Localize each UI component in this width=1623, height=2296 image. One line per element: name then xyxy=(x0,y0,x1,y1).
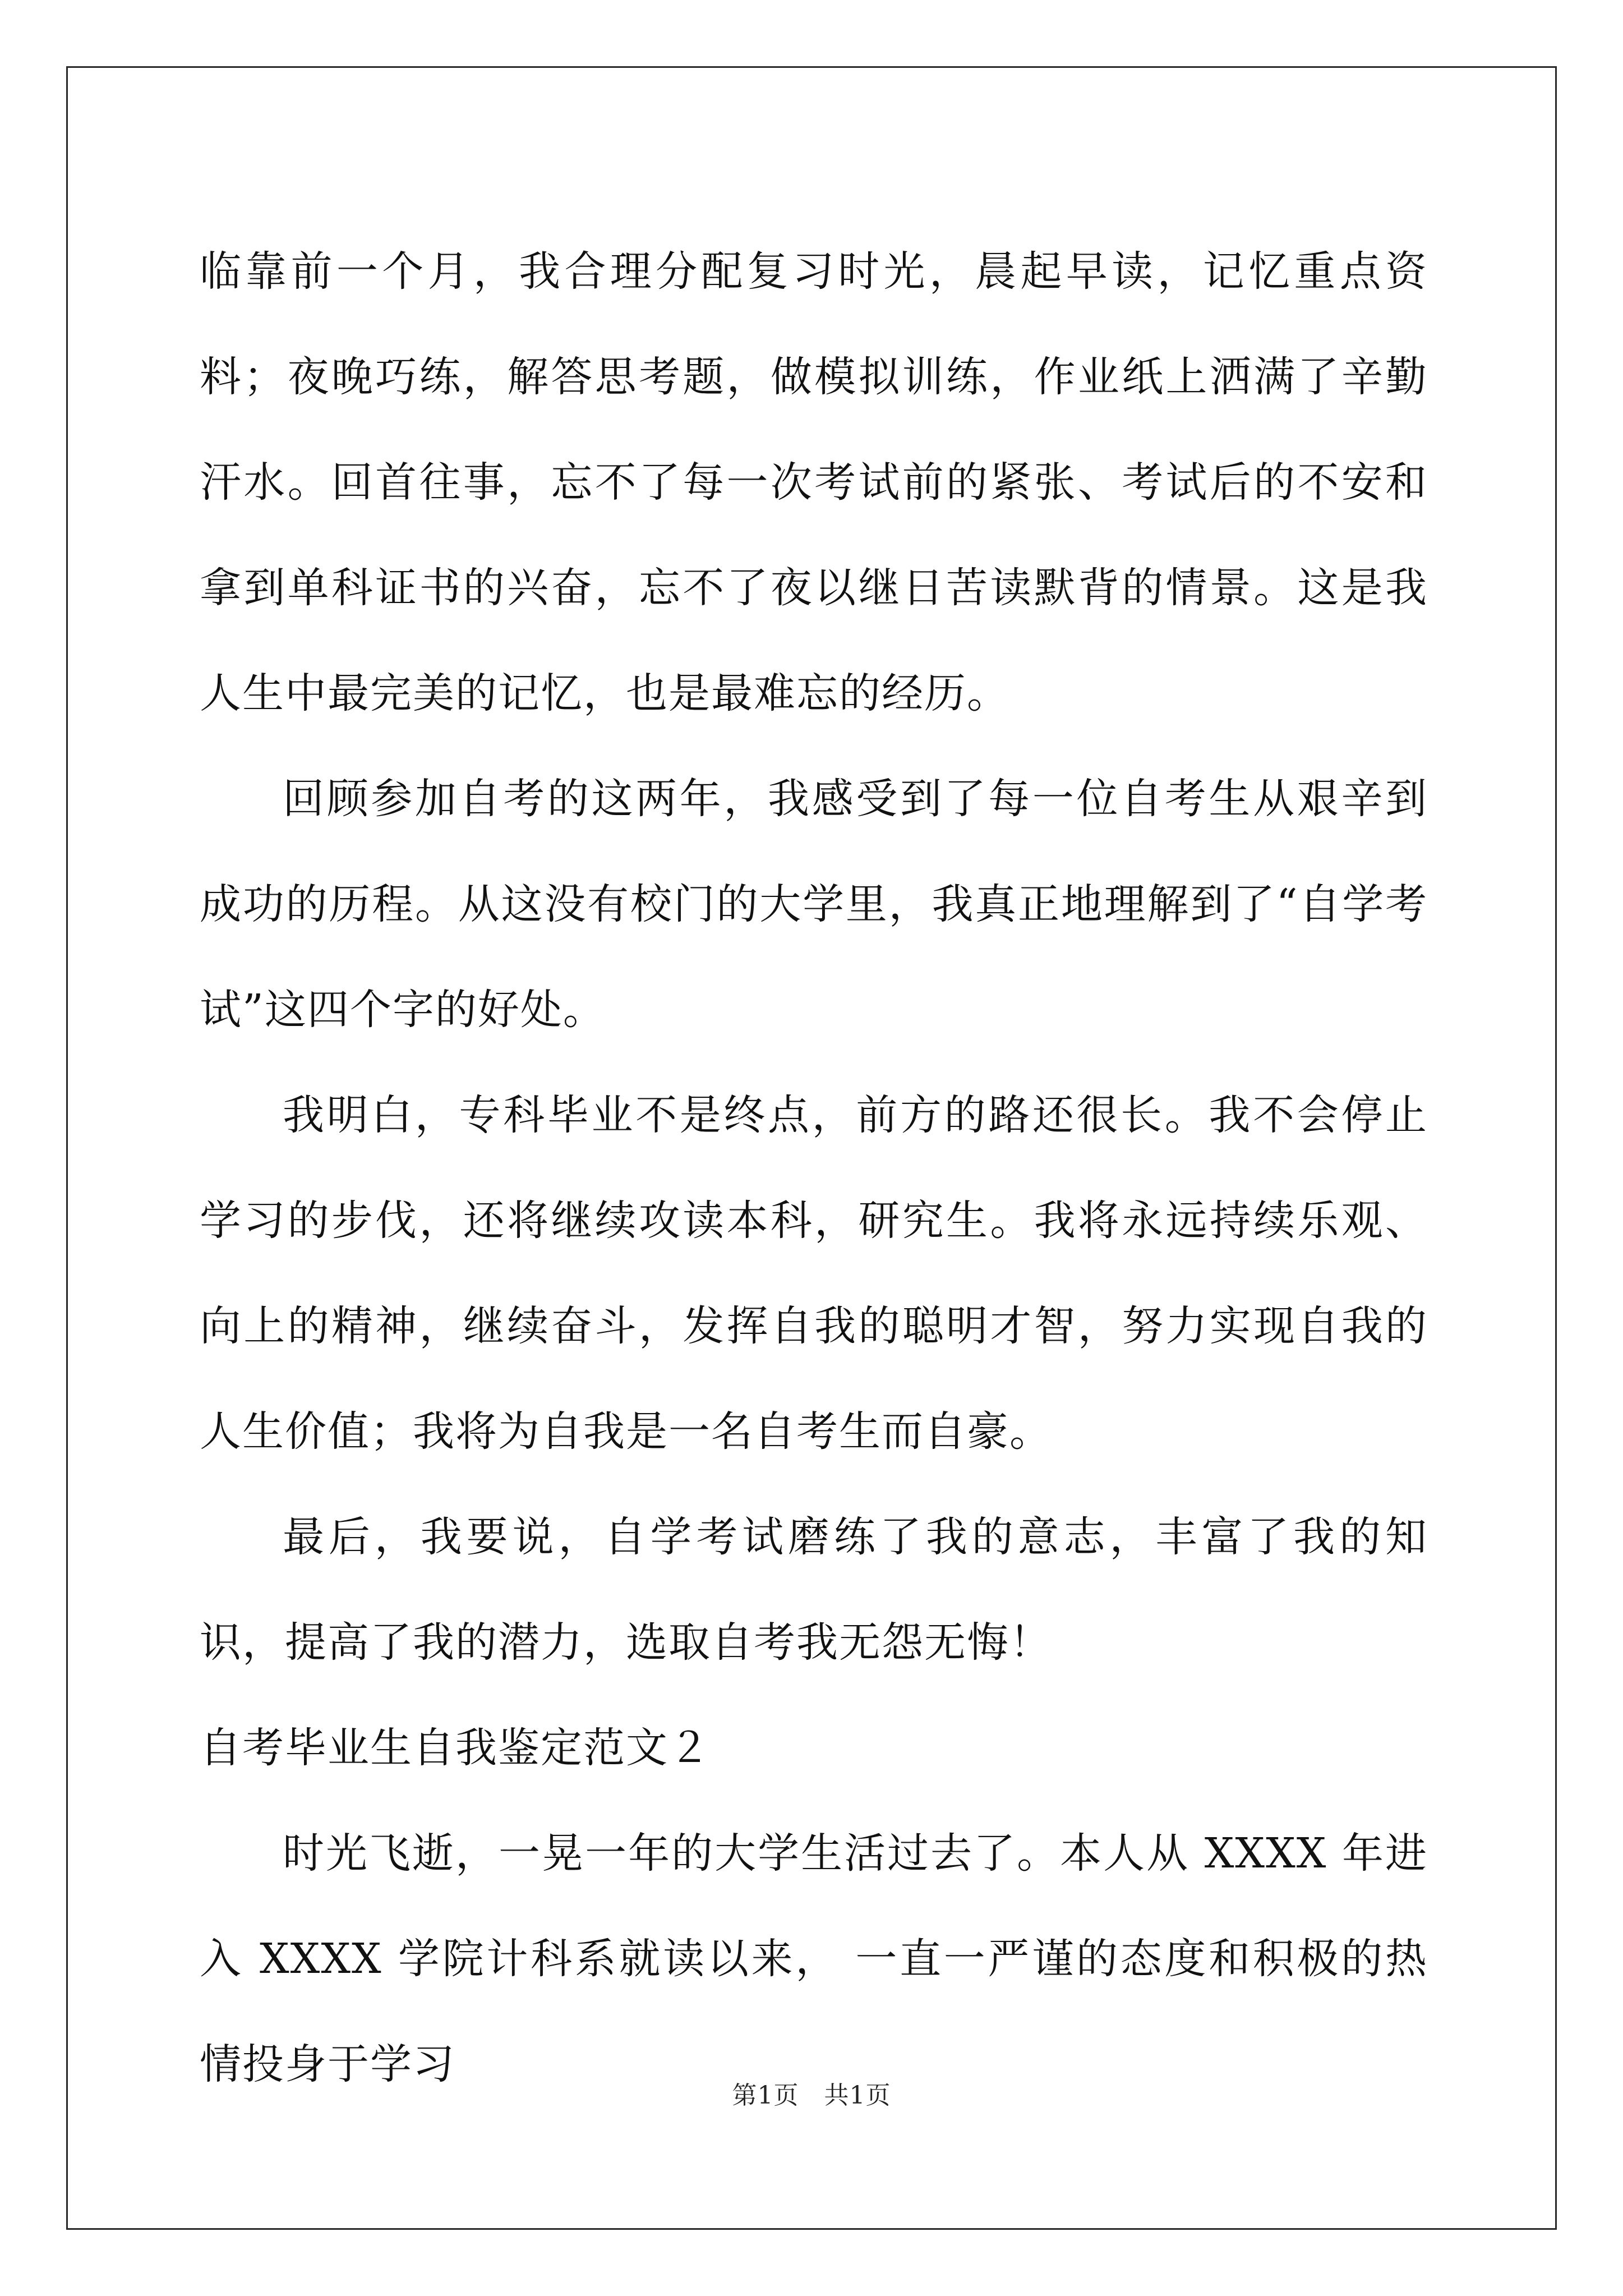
document-body xyxy=(200,219,1428,2117)
paragraph-1: 临靠前一个月，我合理分配复习时光，晨起早读，记忆重点资料；夜晚巧练，解答思考题，做模拟训练，作业纸上洒满了辛勤汗水。回首往事，忘不了每一次考试前的紧张、考试后的不安和拿到单科证书的兴奋，忘不了夜以继日苦读默背的情景。这是我人生中最完美的记忆，也是最难忘的经历。 xyxy=(200,247,1428,717)
paragraph-2: 回顾参加自考的这两年，我感受到了每一位自考生从艰辛到成功的历程。从这没有校门的大学里，我真正地理解到了“自学考试”这四个字的好处。 xyxy=(200,775,1428,1034)
paragraph-3: 我明白，专科毕业不是终点，前方的路还很长。我不会停止学习的步伐，还将继续攻读本科，研究生。我将永远持续乐观、向上的精神，继续奋斗，发挥自我的聪明才智，努力实现自我的人生价值；我将为自我是一名自考生而自豪。 xyxy=(200,1091,1428,1456)
section-paragraph: 时光飞逝，一晃一年的大学生活过去了。本人从 XXXX 年进入 XXXX 学院计科系就读以来， 一直一严谨的态度和积极的热情投身于学习 xyxy=(200,1829,1428,2088)
paragraph-4: 最后，我要说，自学考试磨练了我的意志，丰富了我的知识，提高了我的潜力，选取自考我无怨无悔！ xyxy=(200,1513,1428,1667)
section-heading: 自考毕业生自我鉴定范文２ xyxy=(200,1724,711,1772)
page-number: 第1页 共1页 xyxy=(732,2081,891,2110)
